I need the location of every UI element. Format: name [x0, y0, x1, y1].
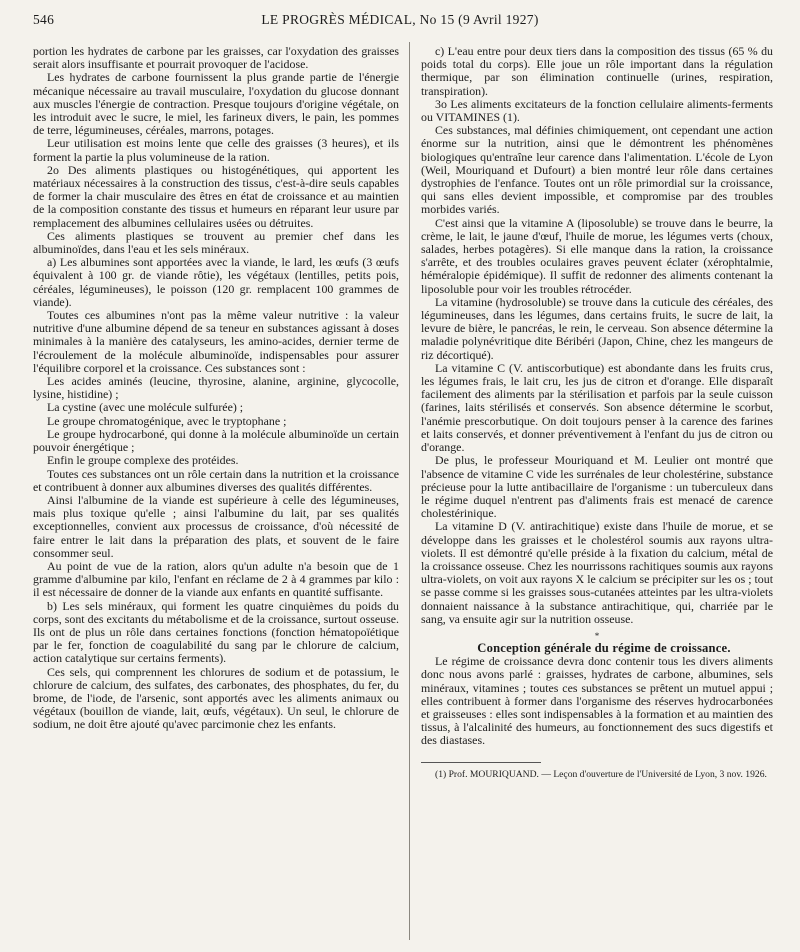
list-item: Le groupe chromatogénique, avec le tryptophane ;: [47, 413, 287, 428]
paragraph: c) L'eau entre pour deux tiers dans la composition des tissus (65 % du poids total du corps). Elle joue un rôle important dans la régulation thermique, par son élimination continuelle (urines, respiration, transpiration).: [421, 44, 773, 98]
paragraph: Toutes ces substances ont un rôle certain dans la nutrition et la croissance et contribuent à donner aux albumines diverses des qualités différentes.: [33, 466, 399, 494]
running-title: LE PROGRÈS MÉDICAL, No 15 (9 Avril 1927): [261, 12, 539, 27]
column-divider: [409, 42, 410, 940]
section-ornament: *: [594, 630, 600, 641]
footnote-divider: [421, 762, 541, 763]
paragraph: La vitamine C (V. antiscorbutique) est abondante dans les fruits crus, les légumes frais, le lait cru, les jus de citron et d'orange. Elle disparaît facilement des aliments par la stérilisation et parfois par la seule cuisson (farines, laits stérilisés et conservés. Son absence détermine le scorbut, l'anémie prescorbutique. On doit toujours penser à la carence des farines et laits conservés, et donner préventivement à l'enfant du jus de citron ou d'orange.: [421, 360, 773, 455]
list-item: Enfin le groupe complexe des protéides.: [47, 453, 239, 468]
paragraph: Ces sels, qui comprennent les chlorures de sodium et de potassium, le chlorure de calcium, des sulfates, des carbonates, des phosphates, du fer, du brome, de l'iode, de l'arsenic, sont apportés avec les aliments animaux ou végétaux (bouillon de viande, lait, œufs, végétaux). Un seul, le chlorure de sodium, ne doit être ajouté qu'avec parcimonie chez les enfants.: [33, 664, 399, 732]
left-column: [33, 45, 399, 732]
section-heading: Conception générale du régime de croissance.: [477, 640, 731, 655]
paragraph: Au point de vue de la ration, alors qu'un adulte n'a besoin que de 1 gramme d'albumine par kilo, l'enfant en réclame de 2 à 4 grammes par kilo : il est nécessaire de donner de la viande aux enfants en quantité suffisante.: [33, 558, 399, 600]
paragraph: Leur utilisation est moins lente que celle des graisses (3 heures), et ils forment la partie la plus volumineuse de la ration.: [33, 136, 399, 164]
paragraph: Ces aliments plastiques se trouvent au premier chef dans les albuminoïdes, dans l'eau et les sels minéraux.: [33, 228, 399, 257]
paragraph: b) Les sels minéraux, qui forment les quatre cinquièmes du poids du corps, sont des excitants du métabolisme et de la croissance, surtout osseuse. Ils ont de plus un rôle dans certaines fonctions (fonction hématopoïétique par le fer, fonction de coagulabilité du sang par le chlorure de calcium, action catalytique sur certains ferments).: [33, 598, 399, 666]
paragraph: Toutes ces albumines n'ont pas la même valeur nutritive : la valeur nutritive d'une albumine dépend de sa teneur en substances agissant à doses minimales à la manière des catalyseurs, les amino-acides, dernier terme de l'écroulement de la molécule albuminoïde, indispensables pour assurer l'équilibre corporel et la croissance. Ces substances sont :: [33, 308, 399, 375]
list-item: Les acides aminés (leucine, thyrosine, alanine, arginine, glycocolle, lysine, histidine) ;: [33, 374, 399, 402]
list-item: Le groupe hydrocarboné, qui donne à la molécule albuminoïde un certain pouvoir énergétique ;: [33, 426, 399, 455]
paragraph: De plus, le professeur Mouriquand et M. Leulier ont montré que l'absence de vitamine C vide les surrénales de leur cholestérine, substance précieuse pour la lutte antibacillaire de l'organisme : un tuberculeux dans le régime duquel n'entrent pas d'aliments frais est menacé de carence cholestérinique.: [421, 453, 773, 521]
footnote: (1) Prof. MOURIQUAND. — Leçon d'ouverture de l'Université de Lyon, 3 nov. 1926.: [435, 768, 767, 780]
paragraph: a) Les albumines sont apportées avec la viande, le lard, les œufs (3 œufs équivalent à 100 gr. de viande rôtie), les végétaux (lentilles, petits pois, céréales, légumineuses), le poisson (120 gr. remplacent 100 grammes de viande).: [33, 255, 399, 309]
page-number: 546: [33, 12, 55, 27]
list-item: La cystine (avec une molécule sulfurée) ;: [47, 400, 244, 415]
paragraph: 3o Les aliments excitateurs de la fonction cellulaire aliments-ferments ou VITAMINES (1).: [421, 96, 773, 125]
paragraph: C'est ainsi que la vitamine A (liposoluble) se trouve dans le beurre, la crème, le lait, le jaune d'œuf, l'huile de morue, les légumes verts (choux, salades, herbes potagères). Si elle manque dans la ration, la croissance s'arrête, et des troubles oculaires graves peuvent éclater (xérophtalmie, héméralopie épidémique). Il suffit de redonner des aliments contenant la liposoluble pour voir les troubles rétrocéder.: [421, 215, 773, 296]
page-header: [0, 0, 800, 30]
paragraph: Ainsi l'albumine de la viande est supérieure à celle des légumineuses, mais plus toxique qu'elle ; ainsi l'albumine du lait, par ses qualités exceptionnelles, convient aux processus de croissance, d'où nécessité de faire entrer le lait dans la préparation des plats, et souvent de le faire consommer seul.: [33, 492, 399, 560]
right-column: [421, 45, 773, 780]
paragraph: Ces substances, mal définies chimiquement, ont cependant une action énorme sur la nutrition, ainsi que le démontrent les phénomènes biologiques qu'entraîne leur carence dans l'alimentation. L'école de Lyon (Weil, Mouriquand et Dufourt) a bien montré leur rôle dans certaines dystrophies de l'enfance. Toutes ont un rôle primordial sur la croissance, qui sans elles devient impossible, et compromise par des troubles morbides variés.: [421, 123, 773, 217]
paragraph: La vitamine D (V. antirachitique) existe dans l'huile de morue, et se développe dans les graisses et le cholestérol soumis aux rayons ultra-violets. Il est démontré qu'elle préside à la fixation du calcium, métal de la croissance osseuse. Chez les nourrissons rachitiques soumis aux rayons ultra-violets, on voit aux rayons X le calcium se précipiter sur les os ; tout se passe comme si les graisses sous-cutanées atteintes par les ultra-violets donnaient naissance à la substance antirachitique, qui, charriée par le sang, va ensuite agir sur la nutrition osseuse.: [421, 519, 773, 626]
paragraph: Les hydrates de carbone fournissent la plus grande partie de l'énergie mécanique nécessaire au travail musculaire, l'oxydation du glucose donnant aux muscles l'énergie de contraction. Presque toujours d'origine végétale, on les introduit avec le sucre, le miel, les farineux divers, le pain, les pommes de terre, légumineuses, céréales, marrons, potages.: [33, 70, 399, 138]
paragraph: portion les hydrates de carbone par les graisses, car l'oxydation des graisses serait alors insuffisante et pourrait provoquer de l'acidose.: [33, 44, 399, 72]
paragraph: La vitamine (hydrosoluble) se trouve dans la cuticule des céréales, des légumineuses, dans les légumes, dans certains fruits, le sucre de lait, la levure de bière, le pancréas, le rein, le cerveau. Son absence détermine la maladie polynévritique dite Béribéri (Japon, Chine, chez les mangeurs de riz décortiqué).: [421, 294, 773, 362]
paragraph: 2o Des aliments plastiques ou histogénétiques, qui apportent les matériaux nécessaires à la construction des tissus, c'est-à-dire seuls capables de former la chair musculaire des êtres en état de croissance et au maintien de la composition constante des tissus et humeurs en réparant leur usure par remplacement des albumines cellulaires usées ou détruites.: [33, 162, 399, 230]
paragraph: Le régime de croissance devra donc contenir tous les divers aliments donc nous avons parlé : graisses, hydrates de carbone, albumines, sels minéraux, vitamines ; toutes ces substances se prêtent un mutuel appui ; elles contribuent à former dans l'organisme des réserves hydrocarbonées et graisseuses : elles sont indispensables à la formation et au maintien des tissus, à l'alcalinité des humeurs, au fonctionnement des sucs digestifs et des diastases.: [421, 654, 773, 748]
